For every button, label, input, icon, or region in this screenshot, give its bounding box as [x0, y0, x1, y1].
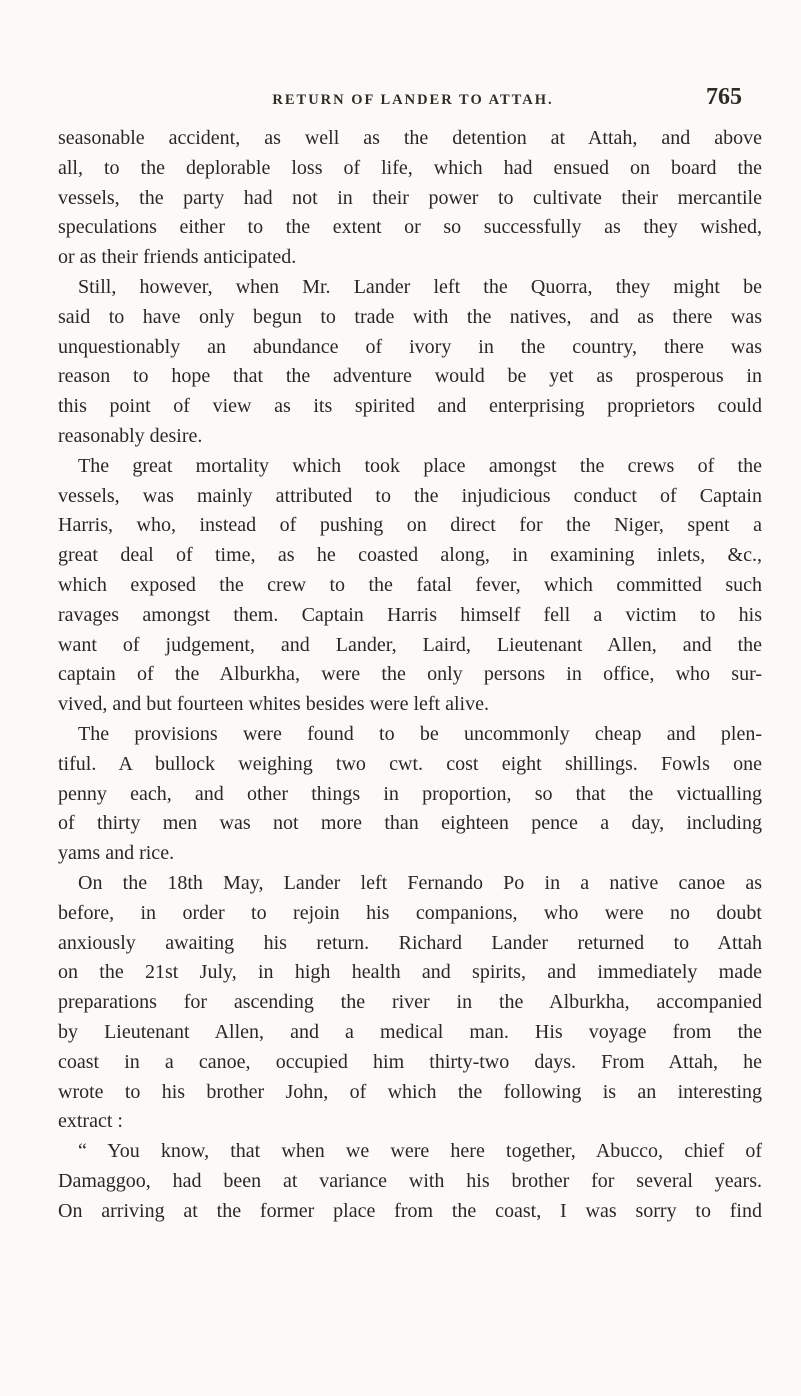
text-line: reason to hope that the adventure would be yet as prosperous in [58, 365, 762, 388]
text-line: vessels, was mainly attributed to the injudicious conduct of Captain [58, 484, 762, 507]
text-line: Still, however, when Mr. Lander left the Quorra, they might be [78, 275, 762, 298]
running-head: RETURN OF LANDER TO ATTAH. [272, 92, 554, 108]
text-line: on the 21st July, in high health and spirits, and immediately made [58, 961, 762, 984]
text-line: “ You know, that when we were here together, Abucco, chief of [78, 1140, 762, 1163]
page-number: 765 [706, 84, 742, 110]
text-line: yams and rice. [58, 842, 175, 865]
text-line: On arriving at the former place from the coast, I was sorry to find [58, 1199, 762, 1222]
text-line: wrote to his brother John, of which the following is an interesting [58, 1080, 762, 1103]
text-line: said to have only begun to trade with the natives, and as there was [58, 305, 762, 328]
text-line: great deal of time, as he coasted along, in examining inlets, &c., [58, 544, 762, 567]
text-line: captain of the Alburkha, were the only persons in office, who sur- [58, 663, 762, 686]
text-line: Harris, who, instead of pushing on direct for the Niger, spent a [58, 514, 762, 537]
text-line: which exposed the crew to the fatal fever, which committed such [58, 573, 762, 596]
text-line: anxiously awaiting his return. Richard Lander returned to Attah [58, 931, 762, 954]
text-line: vived, and but fourteen whites besides were left alive. [58, 693, 489, 716]
body-text [58, 124, 762, 1226]
text-line: this point of view as its spirited and enterprising proprietors could [58, 395, 762, 418]
text-line: Damaggoo, had been at variance with his brother for several years. [58, 1169, 762, 1192]
text-line: want of judgement, and Lander, Laird, Lieutenant Allen, and the [58, 633, 762, 656]
text-line: tiful. A bullock weighing two cwt. cost eight shillings. Fowls one [58, 752, 762, 775]
text-line: The provisions were found to be uncommonly cheap and plen- [78, 722, 762, 745]
text-line: penny each, and other things in proportion, so that the victualling [58, 782, 762, 805]
text-line: before, in order to rejoin his companions, who were no doubt [58, 901, 762, 924]
text-line: coast in a canoe, occupied him thirty-two days. From Attah, he [58, 1050, 762, 1073]
text-line: or as their friends anticipated. [58, 246, 297, 269]
text-line: preparations for ascending the river in the Alburkha, accompanied [58, 991, 762, 1014]
text-line: The great mortality which took place amongst the crews of the [78, 454, 762, 477]
text-line: On the 18th May, Lander left Fernando Po in a native canoe as [78, 871, 762, 894]
text-line: seasonable accident, as well as the detention at Attah, and above [58, 127, 762, 149]
text-line: by Lieutenant Allen, and a medical man. His voyage from the [58, 1020, 762, 1043]
text-line: vessels, the party had not in their power to cultivate their mercantile [58, 186, 762, 209]
text-line: of thirty men was not more than eighteen pence a day, including [58, 812, 762, 835]
text-line: all, to the deplorable loss of life, which had ensued on board the [58, 156, 762, 179]
text-line: ravages amongst them. Captain Harris himself fell a victim to his [58, 603, 762, 626]
text-line: speculations either to the extent or so successfully as they wished, [58, 216, 762, 239]
text-line: unquestionably an abundance of ivory in the country, there was [58, 335, 762, 358]
text-line: extract : [58, 1110, 123, 1133]
text-line: reasonably desire. [58, 424, 203, 447]
